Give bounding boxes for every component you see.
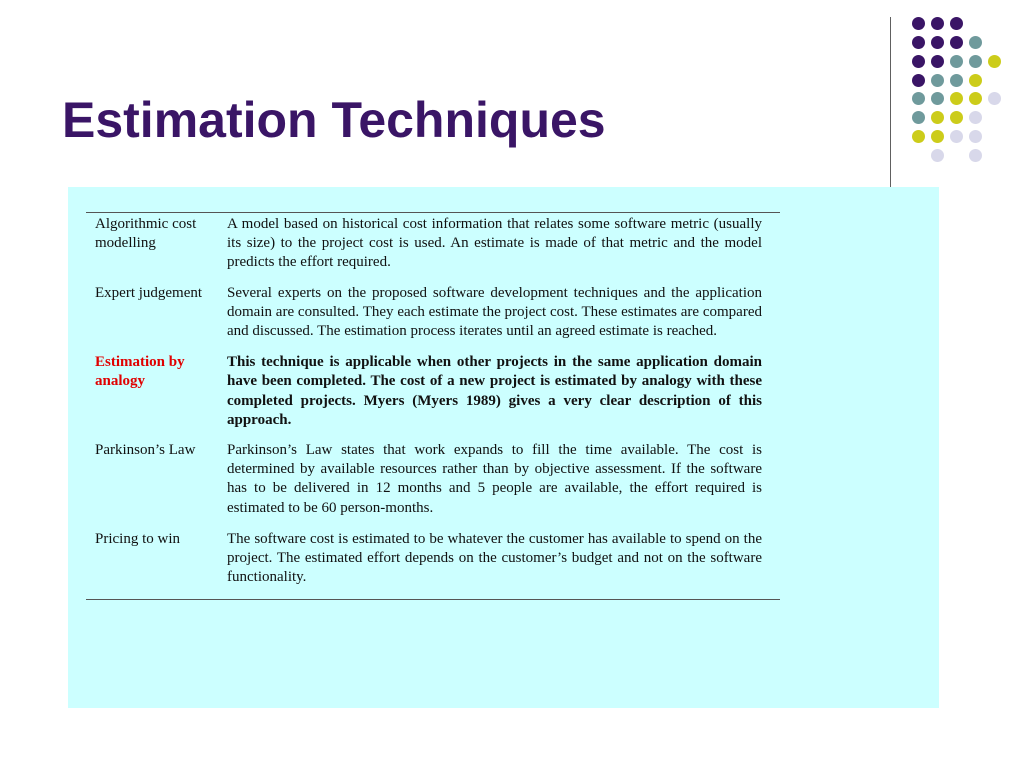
- dot: [931, 149, 944, 162]
- dot: [988, 92, 1001, 105]
- dot: [912, 92, 925, 105]
- table-row: [86, 518, 780, 600]
- dot: [969, 55, 982, 68]
- dot: [950, 130, 963, 143]
- dot: [950, 17, 963, 30]
- technique-term: Estimation by analogy: [95, 354, 185, 390]
- dot: [912, 17, 925, 30]
- slide-title: Estimation Techniques: [62, 92, 606, 148]
- dot: [969, 149, 982, 162]
- divider-line: [890, 17, 891, 187]
- dot: [950, 36, 963, 49]
- dot: [950, 111, 963, 124]
- dot: [912, 36, 925, 49]
- dot: [950, 55, 963, 68]
- technique-term: Pricing to win: [95, 530, 180, 547]
- technique-description: The software cost is estimated to be whatever the customer has available to spend on the project. The estimated effort depends on the customer’s budget and not on the software functionality.: [227, 530, 762, 586]
- dot: [931, 36, 944, 49]
- dot: [969, 111, 982, 124]
- techniques-table: [86, 212, 780, 600]
- dot: [988, 55, 1001, 68]
- dot: [912, 74, 925, 87]
- dot: [969, 130, 982, 143]
- dot: [912, 55, 925, 68]
- dot: [931, 55, 944, 68]
- dot: [931, 17, 944, 30]
- dot: [931, 74, 944, 87]
- dot: [950, 92, 963, 105]
- table-row: [86, 213, 780, 273]
- dot: [969, 74, 982, 87]
- technique-description: A model based on historical cost information that relates some software metric (usually its size) to the project cost is used. An estimate is made of that metric and the model predicts the effort required.: [227, 216, 762, 271]
- table-row-highlighted: [86, 341, 780, 430]
- dot: [969, 92, 982, 105]
- technique-description: This technique is applicable when other projects in the same application domain have been completed. The cost of a new project is estimated by analogy with these completed projects. Myers (Myers 1989) gives a very clear description of this approach.: [227, 354, 762, 428]
- technique-term: Expert judgement: [95, 284, 203, 301]
- dot: [931, 111, 944, 124]
- dot: [912, 111, 925, 124]
- dot: [912, 130, 925, 143]
- dot: [931, 92, 944, 105]
- table-row: [86, 430, 780, 518]
- technique-term: Parkinson’s Law: [95, 442, 196, 459]
- dot: [950, 74, 963, 87]
- technique-description: Several experts on the proposed software development techniques and the application domain are consulted. They each estimate the project cost. These estimates are compared and discussed. The estimation process iterates until an agreed estimate is reached.: [227, 284, 762, 340]
- technique-description: Parkinson’s Law states that work expands to fill the time available. The cost is determined by available resources rather than by objective assessment. If the software has to be delivered in 12 months and 5 people are available, the effort required is estimated to be 60 person-months.: [227, 442, 762, 516]
- technique-term: Algorithmic cost modelling: [95, 216, 197, 252]
- dot: [931, 130, 944, 143]
- table-row: [86, 273, 780, 342]
- dot: [969, 36, 982, 49]
